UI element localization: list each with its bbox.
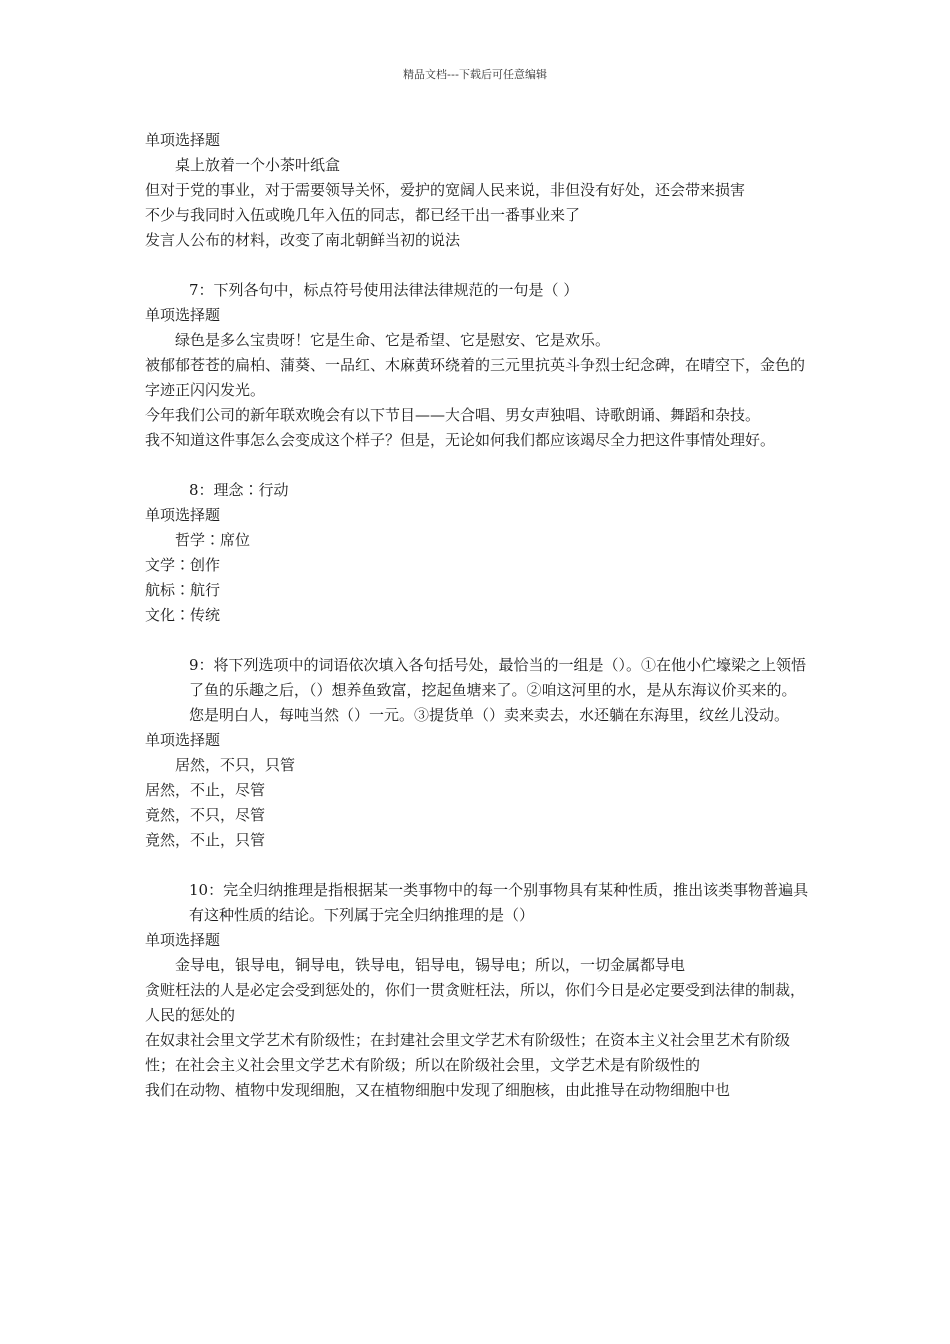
question-block-8 <box>145 478 810 628</box>
option-c: 不少与我同时入伍或晚几年入伍的同志，都已经干出一番事业来了 <box>145 206 581 224</box>
option-a: 金导电，银导电，铜导电，铁导电，铝导电，锡导电；所以，一切金属都导电 <box>175 956 686 974</box>
question-type-label: 单项选择题 <box>145 506 221 524</box>
option-b: 但对于党的事业，对于需要领导关怀，爱护的宽阔人民来说，非但没有好处，还会带来损害 <box>145 181 746 199</box>
question-stem: 8：理念∶行动 <box>189 481 289 499</box>
option-c: 今年我们公司的新年联欢晚会有以下节目——大合唱、男女声独唱、诗歌朗诵、舞蹈和杂技。 <box>145 406 761 424</box>
question-stem: 9：将下列选项中的词语依次填入各句括号处，最恰当的一组是（）。①在他小伫壕梁之上领悟了鱼的乐趣之后，（）想养鱼致富，挖起鱼塘来了。②咱这河里的水，是从东海议价买来的。您是明白人，每吨当然（）一元。③提货单（）卖来卖去，水还躺在东海里，纹丝儿没动。 <box>189 656 807 724</box>
option-c: 在奴隶社会里文学艺术有阶级性；在封建社会里文学艺术有阶级性；在资本主义社会里艺术有阶级性；在社会主义社会里文学艺术有阶级；所以在阶级社会里，文学艺术是有阶级性的 <box>145 1031 791 1074</box>
option-d: 竟然，不止，只管 <box>145 831 266 849</box>
question-block-7 <box>145 278 810 453</box>
question-stem: 7：下列各句中，标点符号使用法律法律规范的一句是（ ） <box>189 281 579 299</box>
option-b: 居然，不止，尽管 <box>145 781 266 799</box>
option-b: 文学∶创作 <box>145 556 221 574</box>
option-a: 桌上放着一个小茶叶纸盒 <box>175 156 341 174</box>
page-header: 精品文档---下载后可任意编辑 <box>403 68 547 81</box>
option-c: 竟然，不只，尽管 <box>145 806 266 824</box>
question-block-9 <box>145 653 810 853</box>
question-block-6 <box>145 128 810 253</box>
question-type-label: 单项选择题 <box>145 931 221 949</box>
question-type-label: 单项选择题 <box>145 731 221 749</box>
option-d: 我不知道这件事怎么会变成这个样子？但是，无论如何我们都应该竭尽全力把这件事情处理好。 <box>145 431 776 449</box>
option-b: 被郁郁苍苍的扁柏、蒲葵、一品红、木麻黄环绕着的三元里抗英斗争烈士纪念碑，在晴空下，金色的字迹正闪闪发光。 <box>145 356 806 399</box>
document-body <box>145 128 810 1103</box>
question-stem: 10：完全归纳推理是指根据某一类事物中的每一个别事物具有某种性质，推出该类事物普遍具有这种性质的结论。下列属于完全归纳推理的是（） <box>189 881 809 924</box>
option-b: 贪赃枉法的人是必定会受到惩处的，你们一贯贪赃枉法，所以，你们今日是必定要受到法律的制裁，人民的惩处的 <box>145 981 806 1024</box>
question-block-10 <box>145 878 810 1103</box>
question-type-label: 单项选择题 <box>145 306 221 324</box>
option-d: 文化∶传统 <box>145 606 221 624</box>
option-a: 哲学∶席位 <box>175 531 251 549</box>
option-d: 发言人公布的材料，改变了南北朝鲜当初的说法 <box>145 231 461 249</box>
option-a: 居然，不只，只管 <box>175 756 296 774</box>
option-a: 绿色是多么宝贵呀！它是生命、它是希望、它是慰安、它是欢乐。 <box>175 331 611 349</box>
question-type-label: 单项选择题 <box>145 131 221 149</box>
option-d: 我们在动物、植物中发现细胞，又在植物细胞中发现了细胞核，由此推导在动物细胞中也 <box>145 1081 731 1099</box>
option-c: 航标∶航行 <box>145 581 221 599</box>
